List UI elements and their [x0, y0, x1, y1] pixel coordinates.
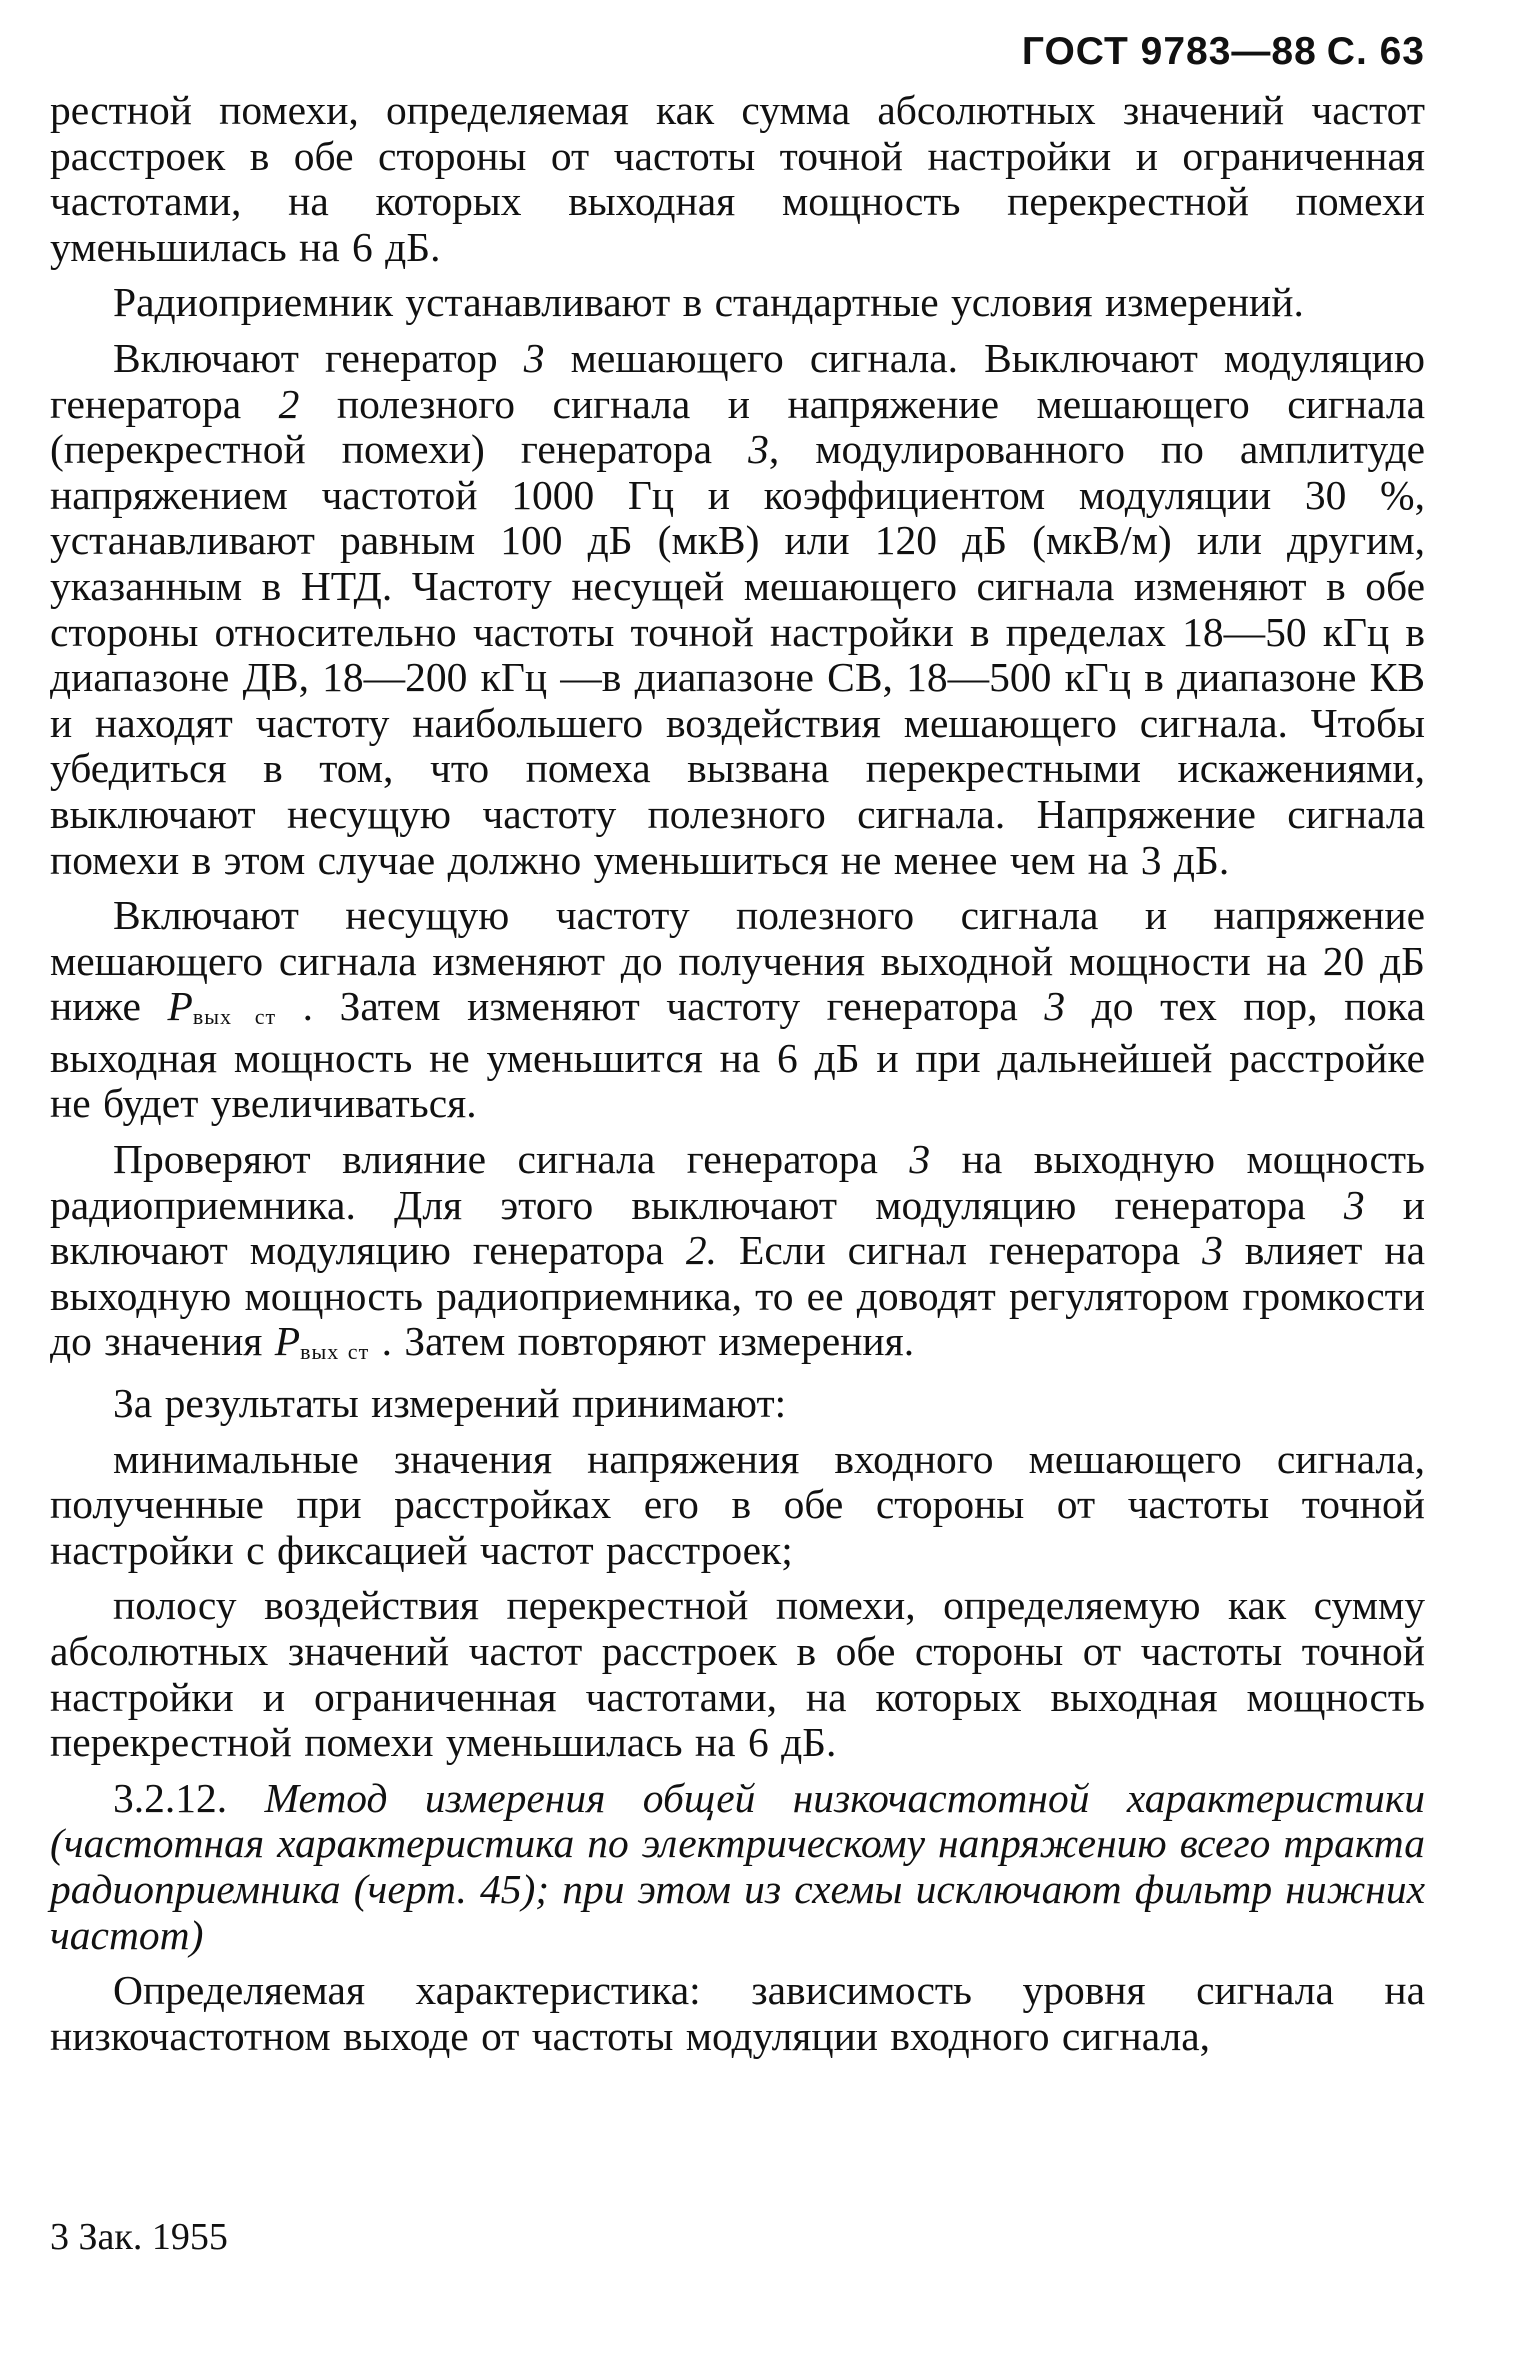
document-page — [50, 30, 1425, 2069]
section-number: 3.2.12. — [113, 1774, 228, 1821]
paragraph-generator-setup: Включают генератор 3 мешающего сигнала. Выключают модуляцию генератора 2 полезного сигнала и напряжение мешающего сигнала (перекрестной помехи) генератора 3, модулированного по амплитуде напряжением частотой 1000 Гц и коэффициентом модуляции 30 %, устанавливают равным 100 дБ (мкВ) или 120 дБ (мкВ/м) или другим, указанным в НТД. Частоту несущей мешающего сигнала изменяют в обе стороны относительно частоты точной настройки в пределах 18—50 кГц в диапазоне ДВ, 18—200 кГц —в диапазоне СВ, 18—500 кГц в диапазоне КВ и находят частоту наибольшего воздействия мешающего сигнала. Чтобы убедиться в том, что помеха вызвана перекрестными искажениями, выключают несущую частоту полезного сигнала. Напряжение сигнала помехи в этом случае должно уменьшиться не менее чем на 3 дБ. — [50, 334, 1425, 883]
paragraph-characteristic-definition: Определяемая характеристика: зависимость уровня сигнала на низкочастотном выходе от частоты модуляции входного сигнала, — [50, 1967, 1425, 2059]
page-header — [50, 30, 1425, 74]
section-heading-3-2-12 — [50, 1776, 1425, 1958]
paragraph-generator-influence: Проверяют влияние сигнала генератора 3 на выходную мощность радиоприемника. Для этого выключают модуляцию генератора 3 и включают модуляцию генератора 2. Если сигнал генератора 3 влияет на выходную мощность радиоприемника, то ее доводят регулятором громкости до значения Pвых ст . Затем повторяют измерения. — [50, 1136, 1425, 1365]
paragraph-results-intro: За результаты измерений принимают: — [113, 1380, 787, 1427]
standard-number: ГОСТ 9783—88 — [1021, 30, 1317, 73]
paragraph-standard-conditions: Радиоприемник устанавливают в стандартные условия измерений. — [113, 279, 1304, 326]
section-title: Метод измерения общей низкочастотной характеристики (частотная характеристика по электрическому напряжению всего тракта радиоприемника (черт. 45); при этом из схемы исключают фильтр нижних частот) — [50, 1774, 1426, 1958]
list-item-min-values: минимальные значения напряжения входного мешающего сигнала, полученные при расстройках его в обе стороны от частоты точной настройки с фиксацией частот расстроек; — [50, 1435, 1425, 1573]
paragraph-carrier-frequency: Включают несущую частоту полезного сигнала и напряжение мешающего сигнала изменяют до получения выходной мощности на 20 дБ ниже Pвых ст . Затем изменяют частоту генератора 3 до тех пор, пока выходная мощность не уменьшится на 6 дБ и при дальнейшей расстройке не будет увеличиваться. — [50, 892, 1425, 1127]
page-footer: 3 Зак. 1955 — [50, 2216, 228, 2258]
page-number: С. 63 — [1326, 30, 1425, 73]
paragraph-continuation: рестной помехи, определяемая как сумма абсолютных значений частот расстроек в обе стороны от частоты точной настройки и ограниченная частотами, на которых выходная мощность перекрестной помехи уменьшилась на 6 дБ. — [50, 87, 1425, 270]
list-item-interference-band: полосу воздействия перекрестной помехи, определяемую как сумму абсолютных значений частот расстроек в обе стороны от частоты точной настройки и ограниченная частотами, на которых выходная мощность перекрестной помехи уменьшилась на 6 дБ. — [50, 1582, 1425, 1766]
